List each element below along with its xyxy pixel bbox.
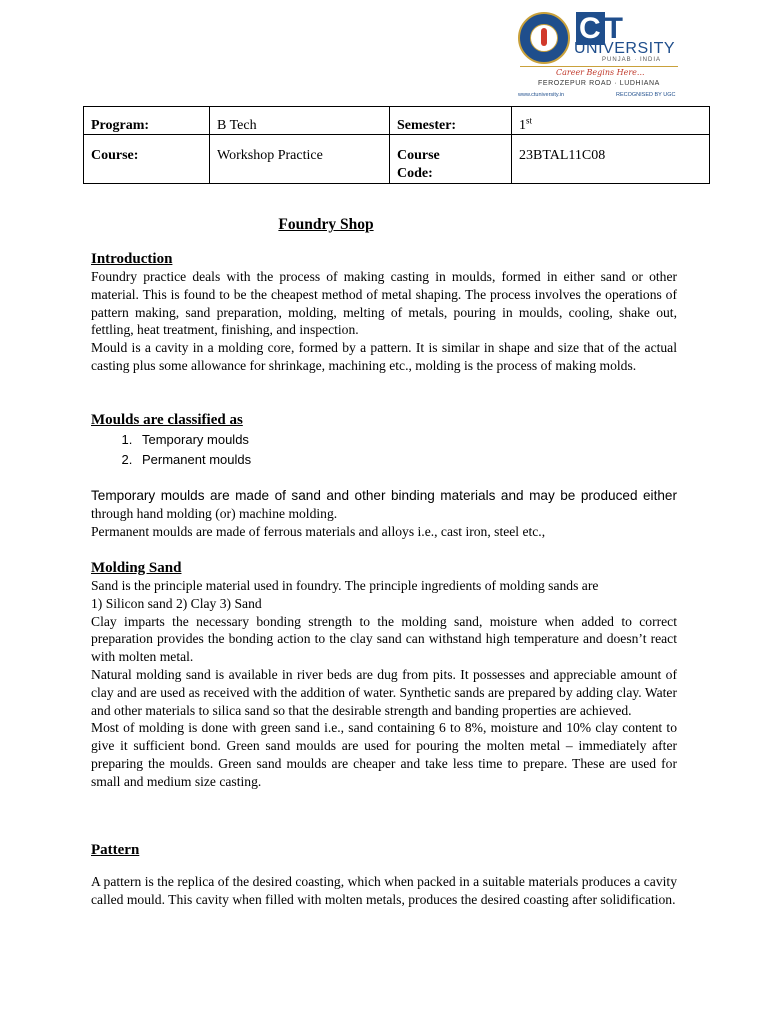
permanent-moulds-paragraph: Permanent moulds are made of ferrous materials and alloys i.e., cast iron, steel etc.,	[91, 523, 546, 539]
course-code-label: Course Code:	[390, 135, 512, 184]
temporary-moulds-paragraph: Temporary moulds are made of sand and other binding materials and may be produced either through hand molding (or) machine molding.	[91, 488, 677, 521]
introduction-paragraph: Foundry practice deals with the process of making casting in moulds, formed in either sand or other material. This is found to be the cheapest method of metal shaping. The process involves the operations of pattern making, sand preparation, molding, melting of metals, pouring in moulds, cooling, shake out, fettling, heat treatment, finishing, and inspection.	[91, 269, 677, 338]
logo-recognition: RECOGNISED BY UGC	[616, 92, 676, 98]
program-value: B Tech	[210, 107, 390, 135]
table-row	[84, 107, 710, 135]
introduction-section	[91, 250, 677, 375]
natural-sand-paragraph: Natural molding sand is available in river beds are dug from pits. It possesses and appreciable amount of clay and are used as received with the addition of water. Synthetic sands are prepared by adding clay. Water and other materials to silica sand so that the desirable strength and banding properties are achieved.	[91, 666, 677, 718]
logo-tagline: Career Begins Here...	[556, 68, 645, 77]
logo-university: UNIVERSITY	[574, 40, 676, 57]
ct-university-logo	[516, 10, 680, 102]
list-item: 2. Permanent moulds	[136, 450, 251, 470]
logo-punjab: PUNJAB · INDIA	[602, 57, 662, 63]
list-item: 1. Temporary moulds	[136, 430, 251, 450]
logo-address: FEROZEPUR ROAD · LUDHIANA	[538, 80, 660, 87]
green-sand-paragraph: Most of molding is done with green sand i.e., sand containing 6 to 8%, moisture and 10% clay content to give it sufficient bond. Green sand moulds are used for pouring the molten metal – immediately after preparing the moulds. Green sand moulds are cheaper and take less time to prepare. These are used for small and medium size casting.	[91, 720, 677, 789]
introduction-heading: Introduction	[91, 251, 173, 267]
pattern-paragraph: A pattern is the replica of the desired coasting, which when packed in a suitable materials produces a cavity called mould. This cavity when filled with molten metals, produces the desired coasting after solidification.	[91, 874, 677, 907]
logo-rule	[520, 66, 678, 67]
pattern-section	[91, 841, 677, 909]
logo-ct: C T	[576, 14, 624, 44]
course-info-table	[83, 106, 710, 184]
program-label: Program:	[84, 107, 210, 135]
mould-types-description	[91, 487, 677, 540]
molding-sand-heading: Molding Sand	[91, 560, 182, 576]
semester-label: Semester:	[390, 107, 512, 135]
mould-definition-paragraph: Mould is a cavity in a molding core, formed by a pattern. It is similar in shape and size that of the actual casting plus some allowance for shrinkage, machining etc., molding is the process of making molds.	[91, 340, 677, 373]
page-title: Foundry Shop	[278, 216, 374, 233]
semester-value: 1st	[512, 107, 710, 135]
molding-sand-ingredients: 1) Silicon sand 2) Clay 3) Sand	[91, 595, 262, 611]
moulds-heading-block	[91, 411, 677, 429]
table-row	[84, 135, 710, 184]
university-seal-icon	[518, 12, 570, 64]
logo-website: www.ctuniversity.in	[518, 92, 565, 98]
course-value: Workshop Practice	[210, 135, 390, 184]
course-code-value: 23BTAL11C08	[512, 135, 710, 184]
clay-paragraph: Clay imparts the necessary bonding strength to the molding sand, moisture when added to correct preparation provides the bonding action to the clay sand can withstand high temperature and doesn’t react with molten metal.	[91, 613, 677, 665]
course-label: Course:	[84, 135, 210, 184]
mould-types-list	[91, 430, 251, 470]
molding-sand-section	[91, 559, 677, 791]
moulds-classified-heading: Moulds are classified as	[91, 412, 243, 428]
molding-sand-intro: Sand is the principle material used in foundry. The principle ingredients of molding sands are	[91, 578, 599, 593]
pattern-heading: Pattern	[91, 842, 140, 858]
